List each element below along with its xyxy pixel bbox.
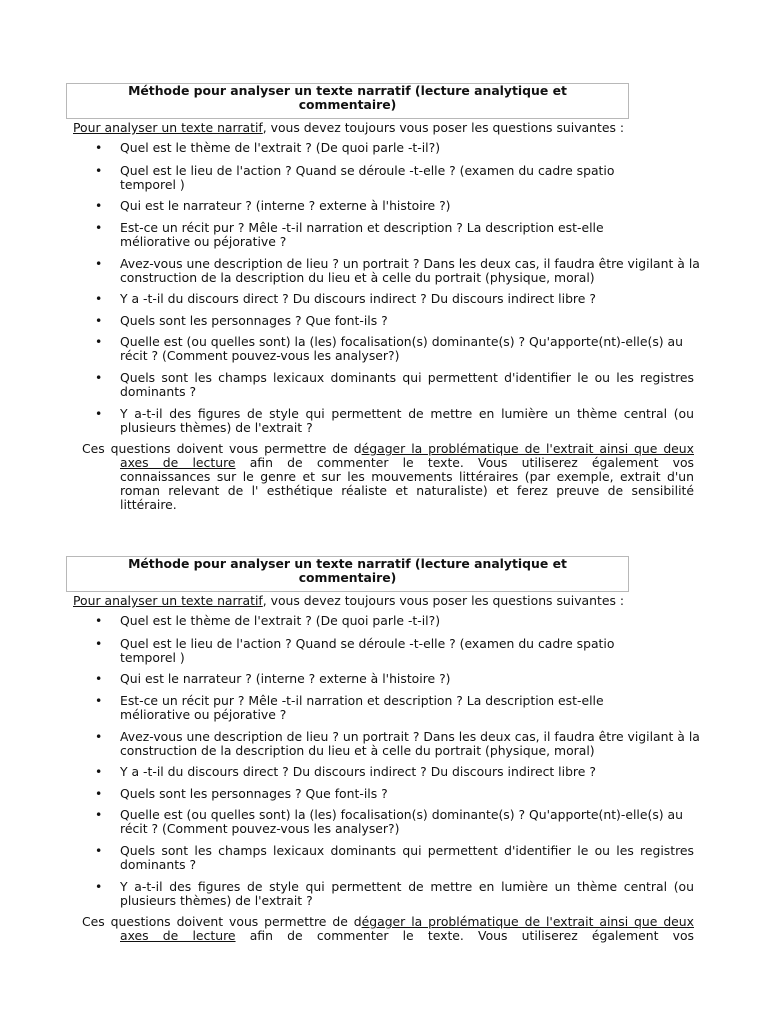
section-title-box [66,556,629,592]
section-title-line-2: commentaire) [298,570,397,585]
question-text: Y a-t-il des figures de style qui permettent de mettre en lumière un thème central (ou plusieurs thèmes) de l'extrait ? [120,879,694,908]
conclusion-underlined: égager la problématique de l'extrait ainsi que deux [361,441,694,456]
conclusion-axes: axes de lecture [120,455,236,470]
question-text: Quels sont les personnages ? Que font-ils ? [120,313,388,328]
question-text: Quel est le thème de l'extrait ? (De quoi parle -t-il?) [120,140,441,155]
conclusion-line-1 [82,915,694,929]
conclusion-body [120,929,694,943]
question-text: Quelle est (ou quelles sont) la (les) focalisation(s) dominante(s) ? Qu'apporte(nt)-elle(s) au récit ? (Comment pouvez-vous les analyser?) [120,807,683,836]
bullet-icon: • [95,613,103,628]
question-text: Quelle est (ou quelles sont) la (les) focalisation(s) dominante(s) ? Qu'apporte(nt)-elle(s) au récit ? (Comment pouvez-vous les analyser?) [120,334,683,363]
bullet-icon: • [95,198,103,213]
conclusion-start: Ces questions doivent vous permettre de d [82,914,362,929]
question-text: Quels sont les personnages ? Que font-ils ? [120,786,388,801]
question-text: Avez-vous une description de lieu ? un portrait ? Dans les deux cas, il faudra être vigilant à la construction de la description du lieu et à celle du portrait (physique, moral) [120,729,700,758]
question-text: Est-ce un récit pur ? Mêle -t-il narration et description ? La description est-elle méliorative ou péjorative ? [120,693,604,722]
question-text: Y a -t-il du discours direct ? Du discours indirect ? Du discours indirect libre ? [120,291,596,306]
bullet-icon: • [95,729,103,744]
intro-underlined: Pour analyser un texte narratif [73,120,263,135]
bullet-icon: • [95,256,103,271]
conclusion-line-2 [120,929,694,943]
question-text: Quel est le thème de l'extrait ? (De quoi parle -t-il?) [120,613,441,628]
question-text: Y a -t-il du discours direct ? Du discours indirect ? Du discours indirect libre ? [120,764,596,779]
bullet-icon: • [95,764,103,779]
bullet-icon: • [95,879,103,894]
bullet-icon: • [95,406,103,421]
bullet-icon: • [95,786,103,801]
bullet-icon: • [95,693,103,708]
intro-rest: , vous devez toujours vous poser les questions suivantes : [262,593,625,608]
conclusion-body [120,456,694,512]
question-text: Qui est le narrateur ? (interne ? externe à l'histoire ?) [120,198,451,213]
section-title-line-1: Méthode pour analyser un texte narratif (lecture analytique et [128,556,567,571]
bullet-icon: • [95,843,103,858]
conclusion-axes: axes de lecture [120,928,236,943]
conclusion-start: Ces questions doivent vous permettre de d [82,441,362,456]
conclusion-underlined: égager la problématique de l'extrait ainsi que deux [361,914,694,929]
bullet-icon: • [95,220,103,235]
intro-line [73,121,624,135]
intro-rest: , vous devez toujours vous poser les questions suivantes : [262,120,625,135]
bullet-icon: • [95,313,103,328]
bullet-icon: • [95,163,103,178]
conclusion-line-3: connaissances sur le genre et sur les mouvements littéraires (par exemple, extrait d'un [120,469,694,484]
conclusion-line-1 [82,442,694,456]
bullet-icon: • [95,334,103,349]
conclusion-line-2-rest: afin de commenter le texte. Vous utiliserez également vos [235,455,694,470]
question-text: Y a-t-il des figures de style qui permettent de mettre en lumière un thème central (ou plusieurs thèmes) de l'extrait ? [120,406,694,435]
question-text: Quels sont les champs lexicaux dominants qui permettent d'identifier le ou les registres dominants ? [120,843,694,872]
conclusion-line-2 [120,456,694,470]
bullet-icon: • [95,636,103,651]
question-text: Quels sont les champs lexicaux dominants qui permettent d'identifier le ou les registres dominants ? [120,370,694,399]
question-text: Quel est le lieu de l'action ? Quand se déroule -t-elle ? (examen du cadre spatio temporel ) [120,636,615,665]
question-text: Avez-vous une description de lieu ? un portrait ? Dans les deux cas, il faudra être vigilant à la construction de la description du lieu et à celle du portrait (physique, moral) [120,256,700,285]
question-text: Qui est le narrateur ? (interne ? externe à l'histoire ?) [120,671,451,686]
question-text: Quel est le lieu de l'action ? Quand se déroule -t-elle ? (examen du cadre spatio temporel ) [120,163,615,192]
bullet-icon: • [95,140,103,155]
intro-underlined: Pour analyser un texte narratif [73,593,263,608]
section-title-line-2: commentaire) [298,97,397,112]
conclusion-line-4: roman relevant de l' esthétique réaliste et naturaliste) et ferez preuve de sensibilité [120,483,694,498]
bullet-icon: • [95,370,103,385]
conclusion-line-5: littéraire. [120,497,177,512]
intro-line [73,594,624,608]
bullet-icon: • [95,291,103,306]
section-title-line-1: Méthode pour analyser un texte narratif (lecture analytique et [128,83,567,98]
question-text: Est-ce un récit pur ? Mêle -t-il narration et description ? La description est-elle méliorative ou péjorative ? [120,220,604,249]
section-title-box [66,83,629,119]
conclusion-line-2-rest: afin de commenter le texte. Vous utiliserez également vos [235,928,694,943]
bullet-icon: • [95,671,103,686]
bullet-icon: • [95,807,103,822]
